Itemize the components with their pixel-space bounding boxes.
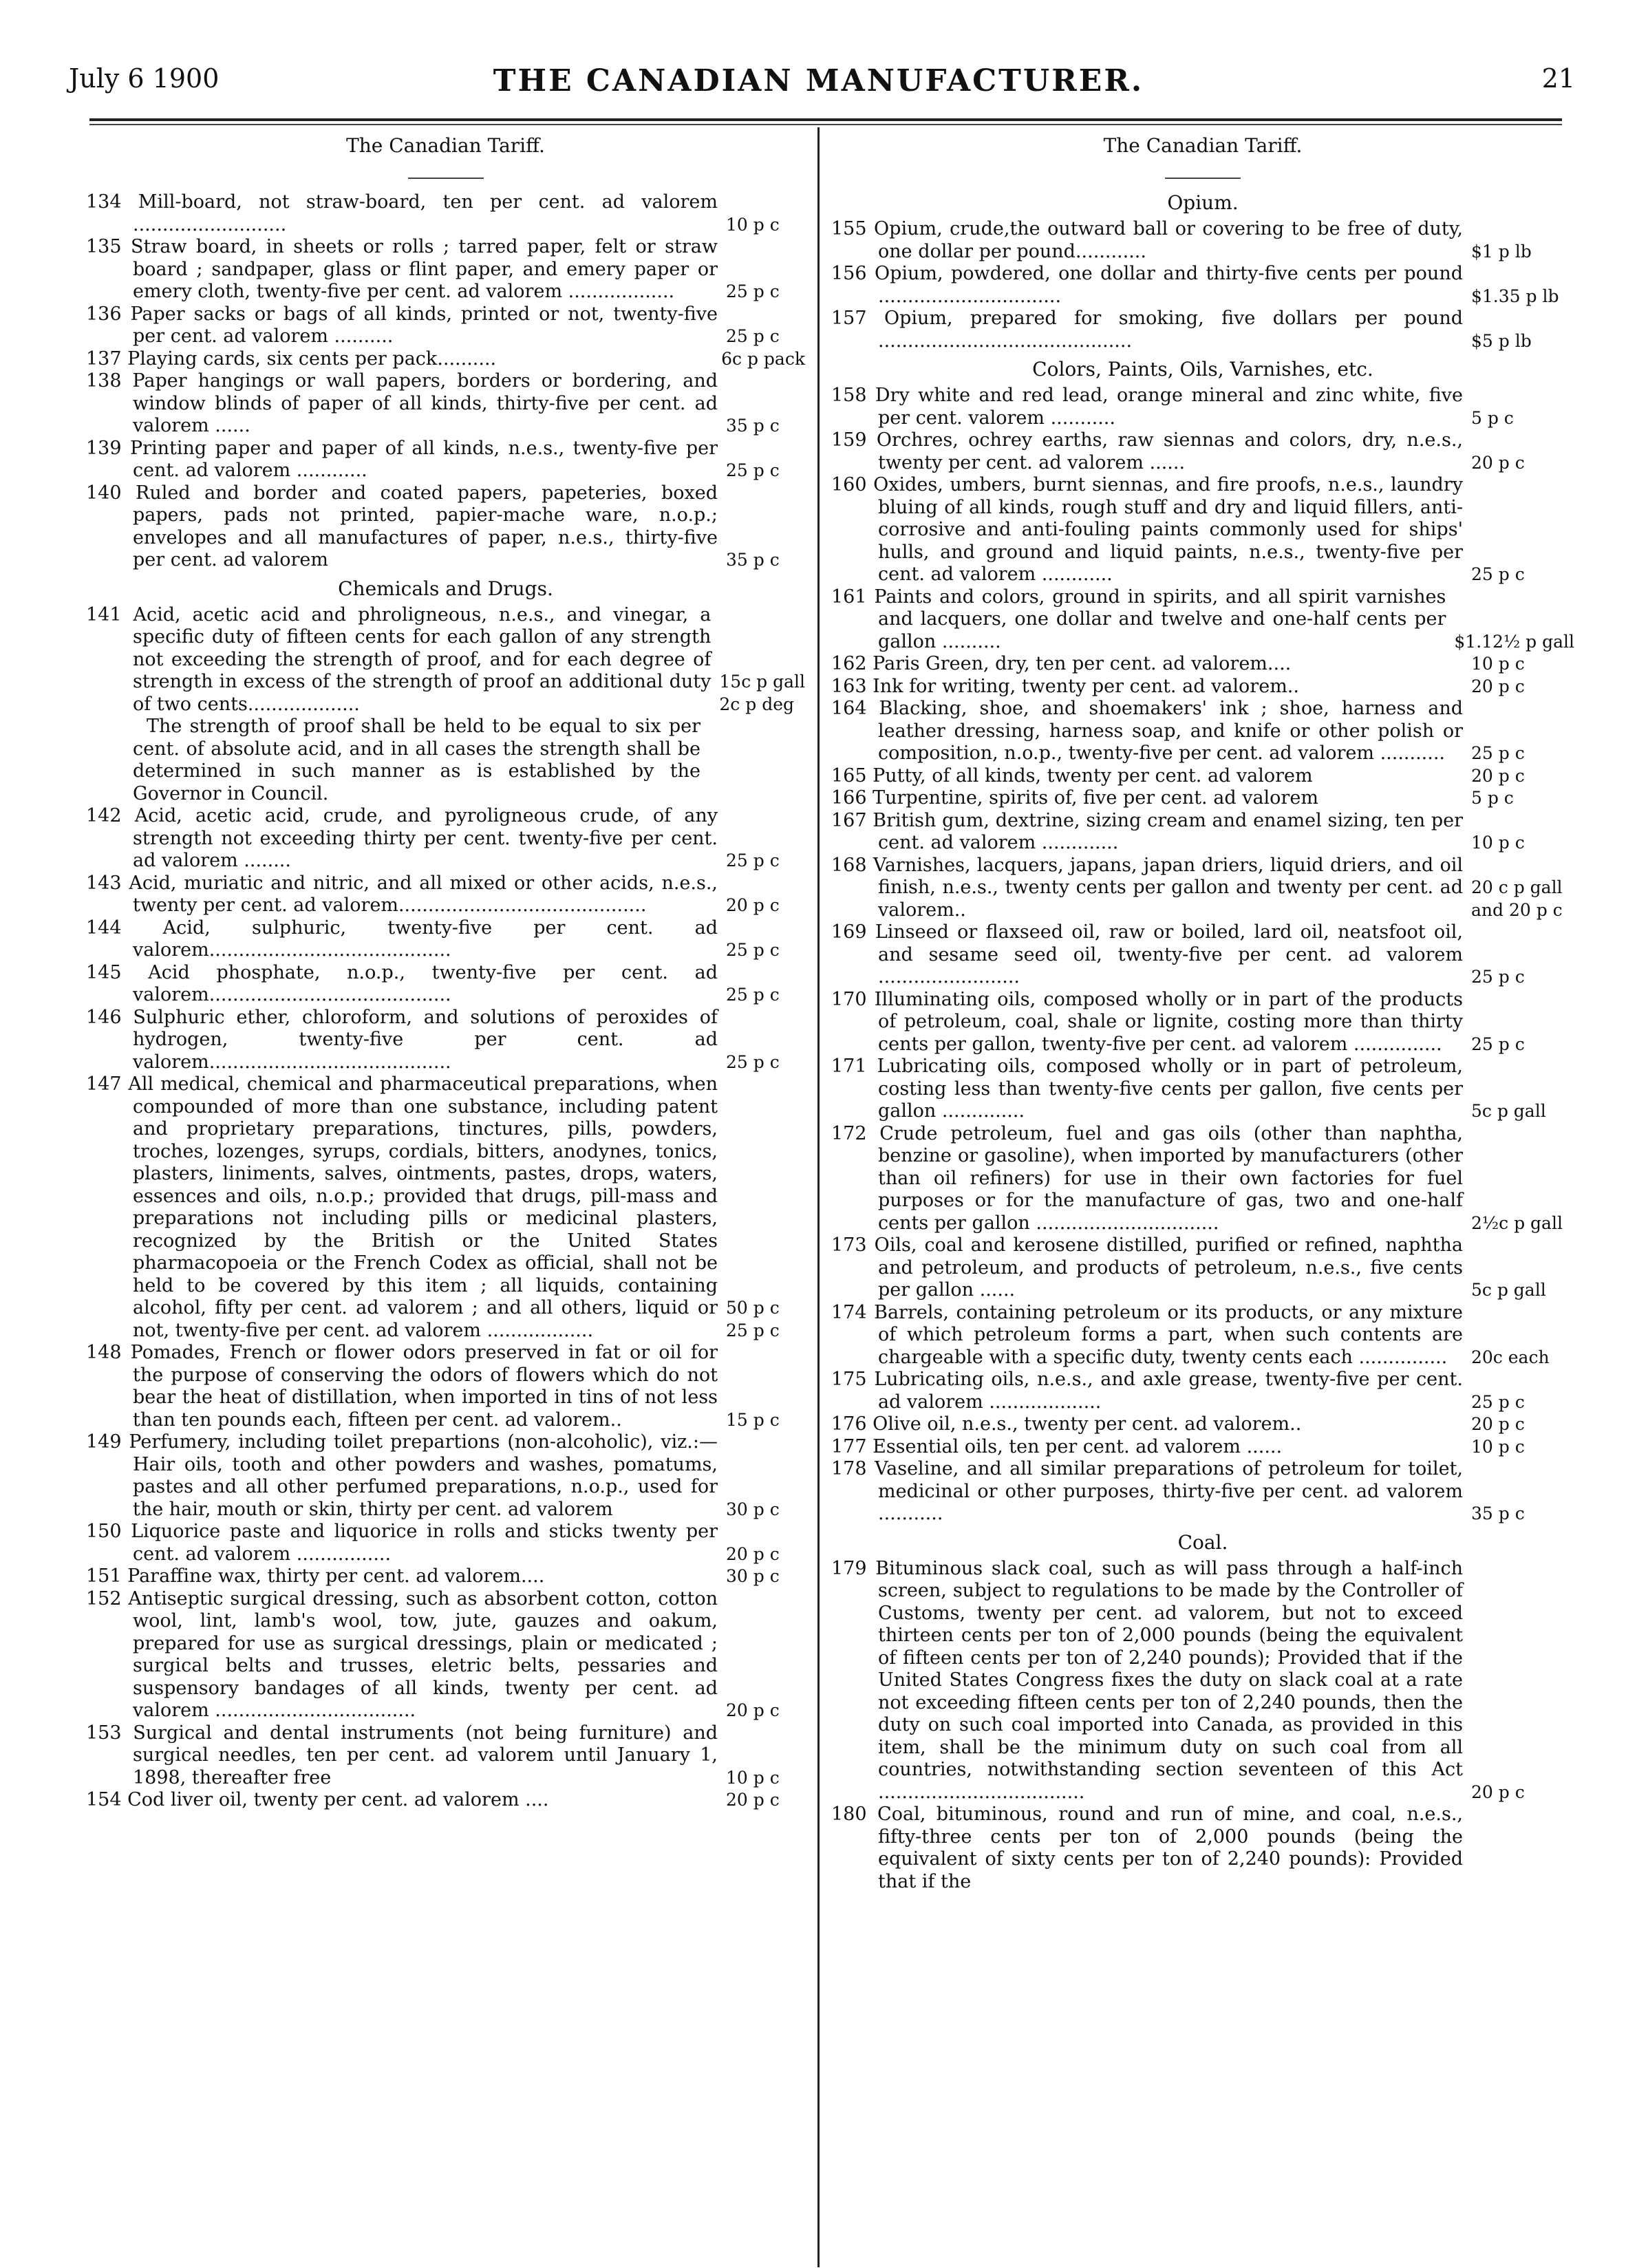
tariff-item-text: 142 Acid, acetic acid, crude, and pyroligneous crude, of any strength not exceeding thirty per cent. twenty-five per cent. ad valorem ........ — [86, 805, 718, 871]
tariff-item — [831, 989, 1574, 1056]
tariff-item — [831, 263, 1574, 308]
tariff-item-duty: $1 p lb — [1471, 241, 1532, 261]
tariff-item-duty: $1.12½ p gall — [1454, 631, 1574, 652]
tariff-item — [831, 1558, 1574, 1804]
tariff-item-duty: 6c p pack — [721, 348, 805, 369]
tariff-item-duty: 10 p c — [1471, 1436, 1525, 1457]
tariff-item-duty: 20 p c — [1471, 1782, 1525, 1802]
tariff-item — [831, 855, 1574, 922]
tariff-item-duty: 20 p c — [726, 1700, 780, 1720]
tariff-item-duty: 30 p c — [726, 1566, 780, 1586]
tariff-item-duty: 25 p c — [726, 1051, 780, 1072]
tariff-item — [86, 1588, 805, 1722]
tariff-item — [831, 698, 1574, 765]
tariff-item-duty: 35 p c — [726, 416, 780, 436]
tariff-item-duty: 20 p c — [726, 895, 780, 915]
tariff-item — [86, 303, 805, 348]
tariff-item — [831, 1123, 1574, 1235]
column-divider — [817, 127, 820, 2267]
tariff-item-duty: 25 p c — [726, 326, 780, 346]
tariff-item-text: 168 Varnishes, lacquers, japans, japan driers, liquid driers, and oil finish, n.e.s., twenty cents per gallon and twenty per cent. ad valorem.. — [831, 854, 1463, 921]
section-heading: Colors, Paints, Oils, Varnishes, etc. — [1032, 358, 1373, 381]
tariff-item-duty: 10 p c — [726, 1767, 780, 1788]
tariff-item — [831, 308, 1574, 352]
tariff-item — [86, 873, 805, 917]
tariff-item-text: 139 Printing paper and paper of all kinds, n.e.s., twenty-five per cent. ad valorem ............ — [86, 437, 718, 481]
tariff-item-text: 135 Straw board, in sheets or rolls ; tarred paper, felt or straw board ; sandpaper, glass or flint paper, and emery paper or emery cloth, twenty-five per cent. ad valorem .................. — [86, 236, 718, 302]
tariff-item-text: 176 Olive oil, n.e.s., twenty per cent. ad valorem.. — [831, 1413, 1302, 1435]
tariff-item-duty: 30 p c — [726, 1499, 780, 1519]
tariff-item — [831, 765, 1574, 788]
tariff-item-text: 167 British gum, dextrine, sizing cream and enamel sizing, ten per cent. ad valorem ............. — [831, 809, 1463, 853]
tariff-item-text: 147 All medical, chemical and pharmaceutical preparations, when compounded of more than one substance, including patent and proprietary preparations, tinctures, pills, powders, troches, lozenges, syrups, cordials, bitters, anodynes, tonics, plasters, liniments, salves, ointments, pastes, drops, waters, essences and oils, n.o.p.; provided that drugs, pill-mass and preparations not including pills or medicinal plasters, recognized by the British or the United States pharmacopoeia or the French Codex as official, shall not be held to be covered by this item ; all liquids, containing alcohol, fifty per cent. ad valorem ; and all others, liquid or not, twenty-five per cent. ad valorem .................. — [86, 1073, 718, 1341]
tariff-item-text: 134 Mill-board, not straw-board, ten per cent. ad valorem .......................... — [86, 191, 718, 235]
title-rule — [408, 178, 484, 179]
tariff-item-duty: 15c p gall 2c p deg — [719, 672, 805, 714]
tariff-item-duty: 25 p c — [1471, 1034, 1525, 1054]
tariff-item-text: 150 Liquorice paste and liquorice in rolls and sticks twenty per cent. ad valorem ................ — [86, 1521, 718, 1565]
header-rule — [89, 118, 1562, 121]
tariff-item-duty: 35 p c — [726, 550, 780, 570]
header-date: July 6 1900 — [69, 63, 220, 94]
tariff-item — [831, 1234, 1574, 1302]
tariff-item — [831, 429, 1574, 474]
tariff-item-text: 154 Cod liver oil, twenty per cent. ad valorem .... — [86, 1789, 549, 1810]
tariff-item-text: 178 Vaseline, and all similar preparations of petroleum for toilet, medicinal or other purposes, thirty-five per cent. ad valorem ........... — [831, 1458, 1463, 1524]
tariff-item-text: 161 Paints and colors, ground in spirits, and all spirit varnishes and lacquers, one dollar and twelve and one-half cents per gallon .......... — [831, 586, 1446, 652]
tariff-item-text: 138 Paper hangings or wall papers, borders or bordering, and window blinds of paper of all kinds, thirty-five per cent. ad valorem ...... — [86, 370, 718, 436]
right-tariff-list — [831, 191, 1574, 1893]
tariff-item — [831, 1458, 1574, 1526]
tariff-item-text: 148 Pomades, French or flower odors preserved in fat or oil for the purpose of conserving the odors of flowers which do not bear the heat of distillation, when imported in tins of not less than ten pounds each, fifteen per cent. ad valorem.. — [86, 1342, 718, 1431]
tariff-item — [86, 805, 805, 873]
tariff-item-duty: 25 p c — [726, 850, 780, 870]
tariff-item — [86, 370, 805, 438]
tariff-item-text: 157 Opium, prepared for smoking, five dollars per pound ........................................... — [831, 308, 1463, 352]
tariff-item — [831, 218, 1574, 263]
tariff-item-duty: 25 p c — [726, 940, 780, 960]
tariff-item-text: 152 Antiseptic surgical dressing, such as absorbent cotton, cotton wool, lint, lamb's wool, tow, jute, gauzes and oakum, prepared for use as surgical dressings, plain or medicated ; surgical belts and trusses, eletric belts, pessaries and suspensory bandages of all kinds, twenty per cent. ad valorem .................................. — [86, 1587, 718, 1721]
tariff-item-duty: 2½c p gall — [1471, 1212, 1563, 1233]
tariff-item-text: 155 Opium, crude,the outward ball or covering to be free of duty, one dollar per pound............ — [831, 218, 1463, 262]
tariff-item-text: 165 Putty, of all kinds, twenty per cent. ad valorem — [831, 764, 1313, 787]
tariff-item — [831, 676, 1574, 698]
tariff-item — [86, 1722, 805, 1790]
tariff-item-text: 162 Paris Green, dry, ten per cent. ad valorem.... — [831, 653, 1292, 674]
tariff-item-duty: $5 p lb — [1471, 330, 1532, 351]
tariff-item-duty: 20 p c — [1471, 1414, 1525, 1434]
tariff-item — [86, 1342, 805, 1431]
tariff-item — [86, 236, 805, 303]
tariff-item-text: 164 Blacking, shoe, and shoemakers' ink ; shoe, harness and leather dressing, harness soap, and knife or other polish or composition, n.o.p., twenty-five per cent. ad valorem ........... — [831, 698, 1463, 764]
tariff-item-duty: 5 p c — [1471, 407, 1514, 428]
tariff-item — [86, 1789, 805, 1812]
tariff-item-duty: 20 p c — [1471, 676, 1525, 696]
tariff-item-text: 141 Acid, acetic acid and phroligneous, n.e.s., and vinegar, a specific duty of fifteen cents for each gallon of any strength not exceeding the strength of proof, and for each degree of strength in excess of the strength of proof an additional duty of two cents................... — [86, 603, 711, 715]
tariff-item — [831, 1804, 1574, 1893]
tariff-item-text: 158 Dry white and red lead, orange mineral and zinc white, five per cent. valorem ........... — [831, 385, 1463, 429]
tariff-item — [831, 1369, 1574, 1413]
tariff-item-text: 145 Acid phosphate, n.o.p., twenty-five per cent. ad valorem......................................... — [86, 961, 718, 1005]
tariff-item-duty: 20 p c — [1471, 452, 1525, 473]
header-title: THE CANADIAN MANUFACTURER. — [493, 63, 1144, 98]
tariff-item-duty: 20 c p gall and 20 p c — [1471, 877, 1563, 920]
right-column-title: The Canadian Tariff. — [1103, 134, 1303, 157]
tariff-item-text: 160 Oxides, umbers, burnt siennas, and fire proofs, n.e.s., laundry bluing of all kinds, rough stuff and dry and liquid fillers, anti-corrosive and anti-fouling paints commonly used for ships' hulls, and ground and liquid paints, n.e.s., twenty-five per cent. ad valorem ............ — [831, 474, 1463, 585]
tariff-item-duty: 20 p c — [726, 1543, 780, 1564]
tariff-item — [831, 474, 1574, 586]
tariff-item — [831, 1436, 1574, 1459]
tariff-item — [86, 962, 805, 1007]
tariff-item-duty: 35 p c — [1471, 1504, 1525, 1523]
tariff-item-duty: 25 p c — [1471, 743, 1525, 763]
tariff-item-text: 172 Crude petroleum, fuel and gas oils (other than naphtha, benzine or gasoline), when imported by manufacturers (other than oil refiners) for use in their own factories for fuel purposes or for the manufacture of gas, two and one-half cents per gallon ............................... — [831, 1122, 1463, 1234]
tariff-item — [86, 191, 805, 236]
tariff-item-text: 143 Acid, muriatic and nitric, and all mixed or other acids, n.e.s., twenty per cent. ad valorem.......................................... — [86, 872, 718, 916]
tariff-item-text: 151 Paraffine wax, thirty per cent. ad valorem.... — [86, 1565, 545, 1587]
tariff-item — [86, 604, 805, 716]
tariff-item-text: 153 Surgical and dental instruments (not being furniture) and surgical needles, ten per cent. ad valorem until January 1, 1898, thereafter free — [86, 1722, 718, 1788]
tariff-item-duty: 20c each — [1471, 1347, 1550, 1367]
tariff-item-duty: 25 p c — [726, 460, 780, 480]
tariff-item — [831, 1413, 1574, 1436]
tariff-item-text: 174 Barrels, containing petroleum or its products, or any mixture of which petroleum forms a part, when such contents are chargeable with a specific duty, twenty cents each ............... — [831, 1301, 1463, 1368]
tariff-note: The strength of proof shall be held to be equal to six per cent. of absolute acid, and in all cases the strength shall be determined in such manner as is established by the Governor in Council. — [133, 716, 700, 804]
tariff-item — [86, 348, 805, 371]
tariff-item — [86, 1565, 805, 1588]
tariff-item — [86, 1431, 805, 1521]
tariff-item — [831, 787, 1574, 810]
page-number: 21 — [1541, 63, 1575, 94]
tariff-item-duty: $1.35 p lb — [1471, 286, 1559, 306]
tariff-item — [86, 1007, 805, 1074]
left-tariff-list — [86, 191, 805, 1812]
tariff-item-text: 137 Playing cards, six cents per pack.......... — [86, 347, 497, 370]
left-column-title: The Canadian Tariff. — [346, 134, 545, 157]
section-heading: Chemicals and Drugs. — [338, 577, 553, 600]
tariff-item-duty: 50 p c 25 p c — [726, 1298, 780, 1340]
tariff-item-text: 149 Perfumery, including toilet prepartions (non-alcoholic), viz.:—Hair oils, tooth and other powders and washes, pomatums, pastes and all other perfumed preparations, n.o.p., used for the hair, mouth or skin, thirty per cent. ad valorem — [86, 1431, 718, 1520]
tariff-item-duty: 15 p c — [726, 1409, 780, 1430]
tariff-item — [831, 385, 1574, 429]
tariff-item — [831, 921, 1574, 989]
tariff-item — [831, 586, 1574, 654]
tariff-item-duty: 25 p c — [726, 281, 780, 301]
tariff-item-text: 177 Essential oils, ten per cent. ad valorem ...... — [831, 1435, 1283, 1457]
tariff-item-duty: 5c p gall — [1471, 1101, 1546, 1121]
tariff-item-text: 140 Ruled and border and coated papers, papeteries, boxed papers, pads not printed, papier-mache ware, n.o.p.; envelopes and all manufactures of paper, n.e.s., thirty-five per cent. ad valorem — [86, 482, 718, 570]
title-rule — [1165, 178, 1241, 179]
tariff-item-text: 175 Lubricating oils, n.e.s., and axle grease, twenty-five per cent. ad valorem ................... — [831, 1369, 1463, 1413]
section-heading: Opium. — [1167, 191, 1239, 214]
tariff-item-duty: 10 p c — [726, 214, 780, 235]
tariff-item-duty: 25 p c — [726, 985, 780, 1005]
tariff-item-text: 179 Bituminous slack coal, such as will pass through a half-inch screen, subject to regulations to be made by the Controller of Customs, twenty per cent. ad valorem, but not to exceed thirteen cents per ton of 2,000 pounds (being the equivalent of fifteen cents per ton of 2,240 pounds); Provided that if the United States Congress fixes the duty on slack coal at a rate not exceeding fifteen cents per ton of 2,240 pounds, then the duty on such coal imported into Canada, as provided in this item, shall be the minimum duty on such coal from all countries, notwithstanding section seventeen of this Act ................................... — [831, 1557, 1463, 1803]
tariff-item — [86, 1521, 805, 1565]
section-heading: Coal. — [1177, 1530, 1228, 1554]
tariff-item — [86, 1073, 805, 1342]
tariff-item-duty: 10 p c — [1471, 833, 1525, 853]
tariff-item-duty: 25 p c — [1471, 1391, 1525, 1412]
tariff-item-text: 166 Turpentine, spirits of, five per cent. ad valorem — [831, 787, 1318, 809]
tariff-item-text: 159 Orchres, ochrey earths, raw siennas and colors, dry, n.e.s., twenty per cent. ad valorem ...... — [831, 429, 1463, 473]
tariff-item — [831, 1056, 1574, 1123]
tariff-item-duty: 10 p c — [1471, 654, 1525, 674]
tariff-item-text: 136 Paper sacks or bags of all kinds, printed or not, twenty-five per cent. ad valorem .......... — [86, 303, 718, 347]
tariff-item-text: 169 Linseed or flaxseed oil, raw or boiled, lard oil, neatsfoot oil, and sesame seed oil, twenty-five per cent. ad valorem ........................ — [831, 921, 1463, 987]
tariff-item-duty: 20 p c — [1471, 765, 1525, 786]
tariff-item-duty: 5 p c — [1471, 788, 1514, 808]
tariff-item-duty: 25 p c — [1471, 967, 1525, 987]
right-column — [831, 134, 1574, 1893]
tariff-item — [86, 482, 805, 572]
tariff-item-text: 180 Coal, bituminous, round and run of mine, and coal, n.e.s., fifty-three cents per ton of 2,000 pounds (being the equivalent of sixty cents per ton of 2,240 pounds): Provided that if the — [831, 1804, 1463, 1892]
tariff-item — [86, 917, 805, 962]
tariff-item — [831, 810, 1574, 855]
tariff-item — [831, 1302, 1574, 1369]
tariff-item-duty: 5c p gall — [1471, 1280, 1546, 1300]
header-rule-thin — [89, 124, 1562, 125]
tariff-item-text: 156 Opium, powdered, one dollar and thirty-five cents per pound ............................... — [831, 263, 1463, 307]
tariff-item-text: 146 Sulphuric ether, chloroform, and solutions of peroxides of hydrogen, twenty-five per cent. ad valorem......................................... — [86, 1006, 718, 1073]
tariff-item-text: 171 Lubricating oils, composed wholly or in part of petroleum, costing less than twenty-five cents per gallon, five cents per gallon .............. — [831, 1056, 1463, 1122]
tariff-item — [831, 653, 1574, 676]
tariff-item-text: 144 Acid, sulphuric, twenty-five per cent. ad valorem......................................... — [86, 917, 718, 961]
tariff-item-text: 170 Illuminating oils, composed wholly or in part of the products of petroleum, coal, shale or lignite, costing more than thirty cents per gallon, twenty-five per cent. ad valorem ............... — [831, 988, 1463, 1055]
tariff-item-text: 163 Ink for writing, twenty per cent. ad valorem.. — [831, 675, 1299, 697]
tariff-item-duty: 25 p c — [1471, 564, 1525, 584]
tariff-item — [86, 438, 805, 482]
left-column — [86, 134, 805, 1812]
tariff-item-duty: 20 p c — [726, 1790, 780, 1810]
tariff-item-text: 173 Oils, coal and kerosene distilled, purified or refined, naphtha and petroleum, and products of petroleum, n.e.s., five cents per gallon ...... — [831, 1234, 1463, 1301]
